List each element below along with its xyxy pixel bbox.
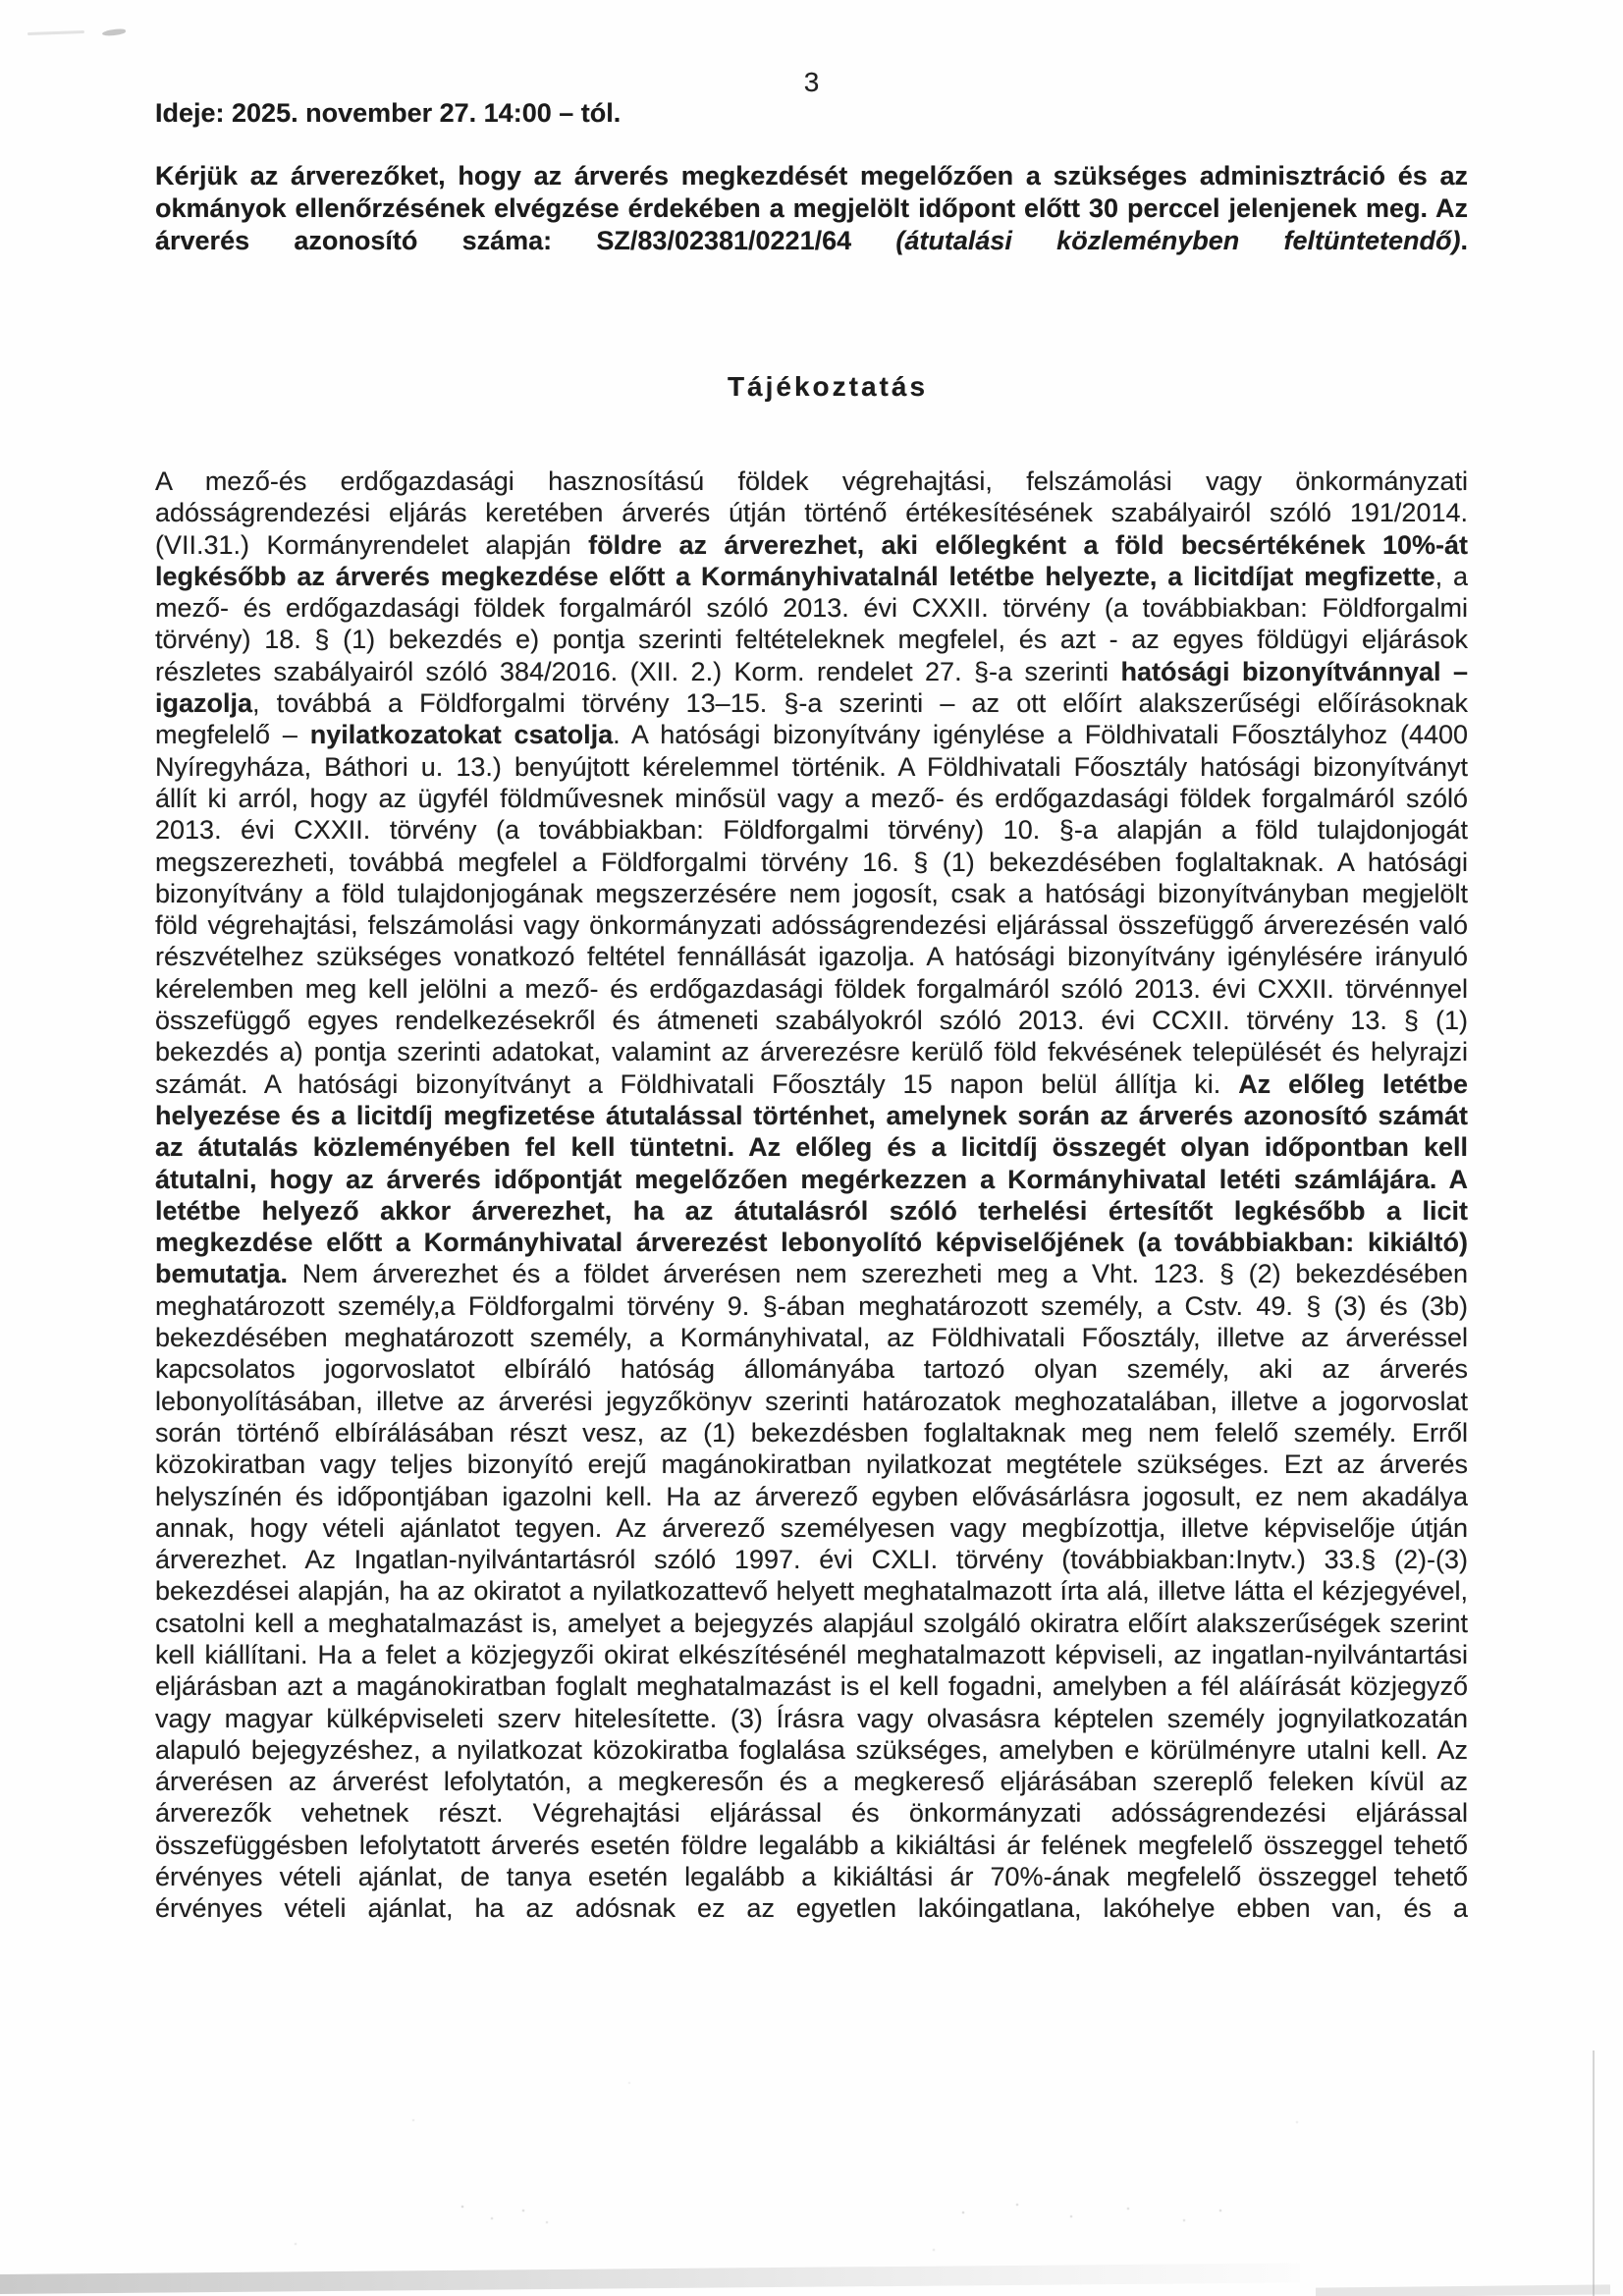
information-paragraph: A mező-és erdőgazdasági hasznosítású földek végrehajtási, felszámolási vagy önkormányzati adósságrendezési eljárás keretében árverés útján történő értékesítésének szabályairól szóló 191/2014. (VII.31.) Kormányrendelet alapján földre az árverezhet, aki előlegként a föld becsértékének 10%-át legkésőbb az árverés megkezdése előtt a Kormányhivatalnál letétbe helyezte, a licitdíjat megfizette, a mező- és erdőgazdasági földek forgalmáról szóló 2013. évi CXXII. törvény (a továbbiakban: Földforgalmi törvény) 18. § (1) bekezdés e) pontja szerinti feltételeknek megfelel, és azt - az egyes földügyi eljárások részletes szabályairól szóló 384/2016. (XII. 2.) Korm. rendelet 27. §-a szerinti hatósági bizonyítvánnyal – igazolja, továbbá a Földforgalmi törvény 13–15. §-a szerinti – az ott előírt alakszerűségi előírásoknak megfelelő – nyilatkozatokat csatolja. A hatósági bizonyítvány igénylése a Földhivatali Főosztályhoz (4400 Nyíregyháza, Báthori u. 13.) benyújtott kérelemmel történik. A Földhivatali Főosztály hatósági bizonyítványt állít ki arról, hogy az ügyfél földművesnek minősül vagy a mező- és erdőgazdasági földek forgalmáról szóló 2013. évi CXXII. törvény (a továbbiakban: Földforgalmi törvény) 10. §-a alapján a föld tulajdonjogát megszerezheti, továbbá megfelel a Földforgalmi törvény 16. § (1) bekezdésében foglaltaknak. A hatósági bizonyítvány a föld tulajdonjogának megszerzésére nem jogosít, csak a hatósági bizonyítványban megjelölt föld végrehajtási, felszámolási vagy önkormányzati adósságrendezési eljárással összefüggő árverezésén való részvételhez szükséges vonatkozó feltétel fennállását igazolja. A hatósági bizonyítvány igénylésére irányuló kérelemben meg kell jelölni a mező- és erdőgazdasági földek forgalmáról szóló 2013. évi CXXII. törvénnyel összefüggő egyes rendelkezésekről és átmeneti szabályokról szóló 2013. évi CCXII. törvény 13. § (1) bekezdés a) pontja szerinti adatokat, valamint az árverezésre kerülő föld fekvésének települését és helyrajzi számát. A hatósági bizonyítványt a Földhivatali Főosztály 15 napon belül állítja ki. Az előleg letétbe helyezése és a licitdíj megfizetése átutalással történhet, amelynek során az árverés azonosító számát az átutalás közleményében fel kell tüntetni. Az előleg és a licitdíj összegét olyan időpontban kell átutalni, hogy az árverés időpontját megelőzően megérkezzen a Kormányhivatal letéti számlájára. A letétbe helyező akkor árverezhet, ha az átutalásról szóló terhelési értesítőt legkésőbb a licit megkezdése előtt a Kormányhivatal árverezést lebonyolító képviselőjének (a továbbiakban: kikiáltó) bemutatja. Nem árverezhet és a földet árverésen nem szerezheti meg a Vht. 123. § (2) bekezdésében meghatározott személy,a Földforgalmi törvény 9. §-ában meghatározott személy, a Cstv. 49. § (3) és (3b) bekezdésében meghatározott személy, a Kormányhivatal, az Földhivatali Főosztály, illetve az árveréssel kapcsolatos jogorvoslatot elbíráló hatóság állományába tartozó olyan személy, aki az árverés lebonyolításában, illetve az árverési jegyzőkönyv szerinti határozatok meghozatalában, illetve a jogorvoslat során történő elbírálásában részt vesz, az (1) bekezdésben foglaltaknak meg nem felelő személy. Erről közokiratban vagy teljes bizonyító erejű magánokiratban nyilatkozat megtétele szükséges. Ezt az árverés helyszínén és időpontjában igazolni kell. Ha az árverező egyben elővásárlásra jogosult, ez nem akadálya annak, hogy vételi ajánlatot tegyen. Az árverező személyesen vagy megbízottja, illetve képviselője útján árverezhet. Az Ingatlan-nyilvántartásról szóló 1997. évi CXLI. törvény (továbbiakban:Inytv.) 33.§ (2)-(3) bekezdései alapján, ha az okiratot a nyilatkozattevő helyett meghatalmazott írta alá, illetve látta el kézjegyével, csatolni kell a meghatalmazást is, amelyet a bejegyzés alapjául szolgáló okiratra előírt alakszerűségek szerint kell kiállítani. Ha a felet a közjegyzői okirat elkészítésénél meghatalmazott képviseli, az ingatlan-nyilvántartási eljárásban azt a magánokiratban foglalt meghatalmazást is el kell fogadni, amelyben a fél aláírását közjegyző vagy magyar külképviseleti szerv hitelesítette. (3) Írásra vagy olvasásra képtelen személy jognyilatkozatán alapuló bejegyzéshez, a nyilatkozat közokiratba foglalása szükséges, amelyben e körülményre utalni kell. Az árverésen az árverést lefolytatón, a megkeresőn és a megkereső eljárásában szereplő feleken kívül az árverezők vehetnek részt. Végrehajtási eljárással és önkormányzati adósságrendezési eljárással összefüggésben lefolytatott árverés esetén földre legalább a kikiáltási ár felének megfelelő összeggel tehető érvényes vételi ajánlat, de tanya esetén legalább a kikiáltási ár 70%-ának megfelelő összeggel tehető érvényes vételi ajánlat, ha az adósnak ez az egyetlen lakóingatlana, lakóhelye ebben van, és a [155,466,1469,1924]
scan-artifact-smudge [102,28,126,36]
auction-time-line: Ideje: 2025. november 27. 14:00 – tól. [155,98,622,128]
scan-artifact-bottom-shadow [0,2263,1300,2294]
scan-artifact-speckles [0,0,2,2]
scan-artifact-smudge [27,30,84,35]
scan-artifact-bottom-shadow [1316,2284,1610,2296]
auction-notice-paragraph: Kérjük az árverezőket, hogy az árverés megkezdését megelőzően a szükséges adminisztráció és az okmányok ellenőrzésének elvégzése érdekében a megjelölt időpont előtt 30 perccel jelenjenek meg. Az árverés azonosító száma: SZ/83/02381/0221/64 (átutalási közleményben feltüntetendő). [155,161,1468,255]
scan-artifact-right-edge [1593,2050,1595,2296]
section-title: Tájékoztatás [727,371,929,402]
page-number: 3 [803,67,820,97]
